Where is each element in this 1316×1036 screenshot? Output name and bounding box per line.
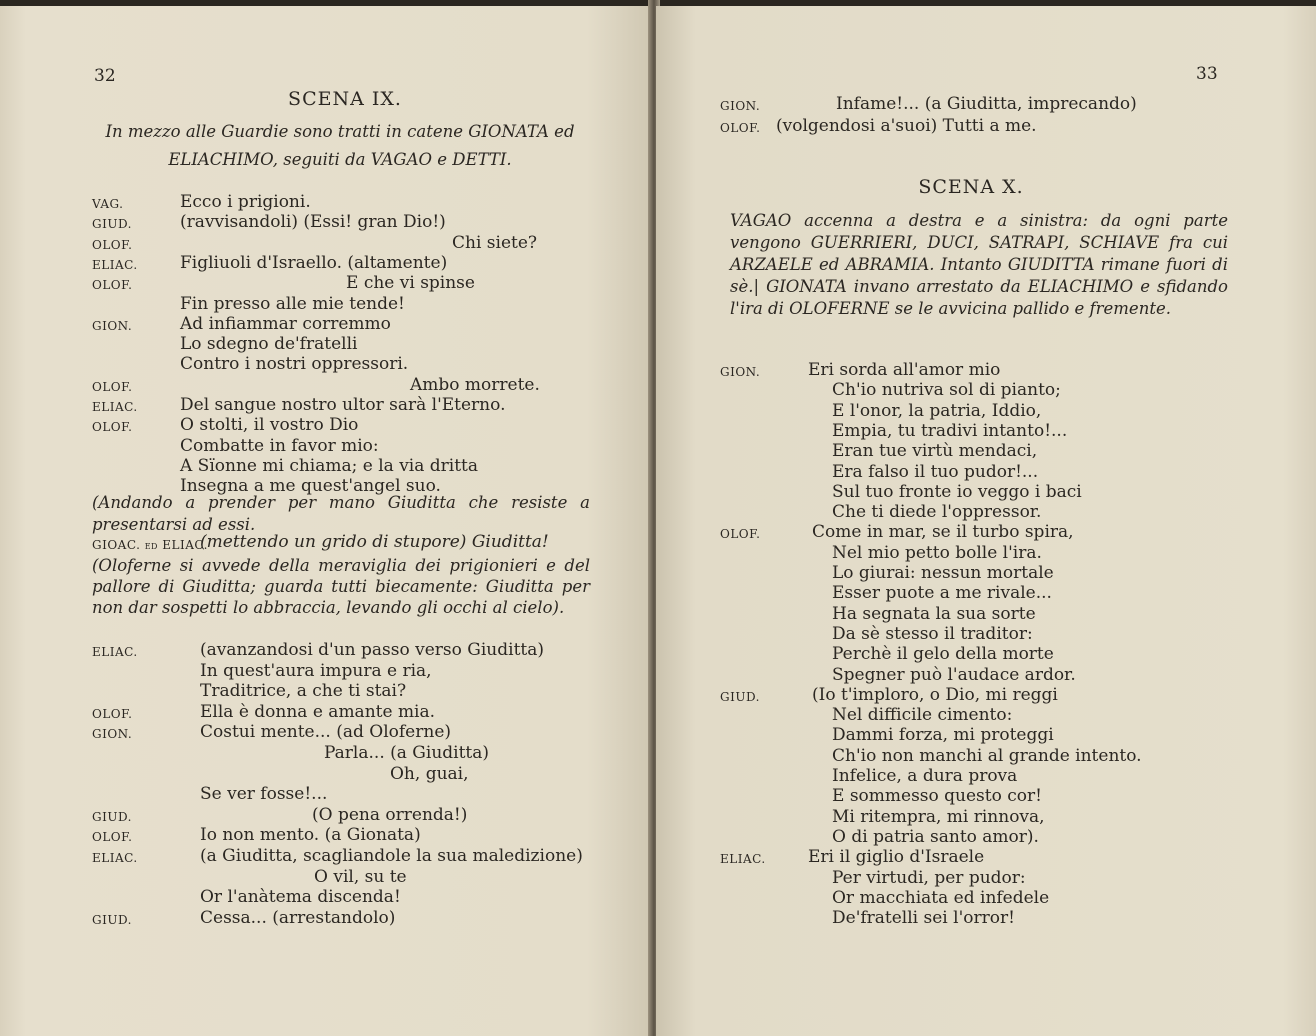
scene-title-left: SCENA IX.	[288, 88, 402, 110]
verse-line: Era falso il tuo pudor!...	[832, 461, 1039, 482]
verse-line: De'fratelli sei l'orror!	[832, 908, 1015, 929]
speaker-label: GIUD.	[92, 217, 132, 232]
stage-direction-3: (Oloferne si avvede della meraviglia dei prigionieri e del pallore di Giuditta; guarda tutti biecamente: Giuditta per non dar sospetti lo abbraccia, levando gli occhi al cielo).	[92, 556, 590, 617]
verse-line: Da sè stesso il traditor:	[832, 623, 1033, 644]
speaker-label: ELIAC.	[92, 851, 138, 865]
speaker-label: GION.	[720, 365, 761, 379]
verse-line: (O pena orrenda!)	[312, 804, 468, 825]
verse-line: E sommesso questo cor!	[832, 786, 1042, 807]
verse-line: In quest'aura impura e ria,	[200, 660, 432, 681]
verse-line: Contro i nostri oppressori.	[180, 354, 409, 375]
page-number-left: 32	[94, 66, 116, 86]
verse-line: Ambo morrete.	[410, 374, 540, 395]
speaker-label: OLOF.	[92, 379, 133, 394]
speaker-label: OLOF.	[720, 121, 761, 135]
verse-line: Che ti diede l'oppressor.	[832, 502, 1042, 523]
verse-line: Ch'io nutriva sol di pianto;	[832, 380, 1061, 401]
left-page	[0, 6, 652, 1036]
scene-title-right: SCENA X.	[918, 176, 1024, 198]
speaker-label: OLOF.	[92, 706, 133, 721]
verse-line: Infelice, a dura prova	[832, 766, 1018, 786]
verse-line: Ecco i prigioni.	[180, 192, 311, 212]
verse-line: Nel difficile cimento:	[832, 705, 1013, 726]
speaker-label: GIUD.	[92, 809, 132, 824]
verse-line: Parla... (a Giuditta)	[324, 743, 490, 763]
verse-line: Dammi forza, mi proteggi	[832, 725, 1054, 746]
verse-line: Ella è donna e amante mia.	[200, 701, 436, 722]
verse-line: Combatte in favor mio:	[180, 435, 379, 456]
stage-direction-2: (Andando a prender per mano Giuditta che resiste a presentarsi ad essi.	[92, 493, 590, 534]
verse-line: Come in mar, se il turbo spira,	[812, 522, 1074, 543]
verse-line: Infame!... (a Giuditta, imprecando)	[836, 94, 1137, 114]
verse-line: Traditrice, a che ti stai?	[200, 681, 407, 702]
verse-line: Fin presso alle mie tende!	[180, 293, 405, 314]
verse-line: Eran tue virtù mendaci,	[832, 441, 1038, 462]
verse-line: Spegner può l'audace ardor.	[832, 664, 1076, 685]
right-page	[656, 6, 1316, 1036]
verse-line: Eri il giglio d'Israele	[808, 847, 985, 868]
verse-line: (ravvisandoli) (Essi! gran Dio!)	[180, 212, 446, 233]
speaker-label: OLOF.	[92, 237, 133, 252]
stage-direction-right: VAGAO accenna a destra e a sinistra: da ogni parte vengono GUERRIERI, DUCI, SATRAPI, SCHIAVE fra cui ARZAELE ed ABRAMIA. Intanto GIUDITTA rimane fuori di sè.| GIONATA invano arrestato da ELIACHIMO e sfidando l'ira di OLOFERNE se le avvicina pallido e fremente.	[730, 211, 1228, 318]
speaker-label: ELIAC.	[92, 257, 138, 272]
verse-line: Eri sorda all'amor mio	[808, 360, 1001, 380]
verse-line: Ha segnata la sua sorte	[832, 603, 1036, 624]
speaker-label: GIUD.	[720, 689, 760, 704]
speaker-label: ELIAC.	[92, 400, 138, 414]
verse-line: Figliuoli d'Israello. (altamente)	[180, 252, 448, 273]
speaker-label: VAG.	[92, 197, 124, 211]
verse-line: (Io t'imploro, o Dio, mi reggi	[812, 684, 1058, 705]
verse-line: (a Giuditta, scagliandole la sua maledizione)	[200, 846, 583, 866]
verse-line: Or macchiata ed infedele	[832, 887, 1050, 908]
verse-line: Sul tuo fronte io veggo i baci	[832, 481, 1082, 502]
verse-line: Per virtudi, per pudor:	[832, 867, 1026, 888]
verse-line: Esser puote a me rivale...	[832, 583, 1052, 604]
speaker-label: ELIAC.	[720, 852, 766, 867]
speaker-gioac-eliac: GIOAC. ed ELIAC.	[92, 538, 208, 552]
speaker-label: GION.	[720, 99, 761, 113]
speaker-label: ELIAC.	[92, 645, 138, 659]
verse-line: Perchè il gelo della morte	[832, 644, 1054, 665]
page-number-right: 33	[1196, 64, 1218, 84]
verse-line: E l'onor, la patria, Iddio,	[832, 400, 1042, 421]
speaker-label: GIUD.	[92, 912, 132, 927]
speaker-label: OLOF.	[92, 830, 133, 845]
verse-line: Chi siete?	[452, 232, 538, 253]
verse-line: Ch'io non manchi al grande intento.	[832, 745, 1142, 766]
verse-line: O di patria santo amor).	[832, 826, 1039, 847]
verse-line: Del sangue nostro ultor sarà l'Eterno.	[180, 395, 506, 415]
verse-line: Io non mento. (a Gionata)	[200, 825, 421, 846]
verse-line: Ad infiammar corremmo	[180, 313, 391, 334]
verse-line: O vil, su te	[314, 866, 407, 887]
gioac-line: (mettendo un grido di stupore) Giuditta!	[200, 532, 549, 552]
verse-line: E che vi spinse	[346, 273, 475, 294]
verse-line: (volgendosi a'suoi) Tutti a me.	[776, 116, 1037, 136]
speaker-label: OLOF.	[92, 278, 133, 293]
speaker-label: GION.	[92, 727, 133, 742]
stage-direction-left: In mezzo alle Guardie sono tratti in catene GIONATA ed ELIACHIMO, seguiti da VAGAO e DETTI.	[105, 122, 575, 169]
verse-line: Empia, tu tradivi intanto!...	[832, 420, 1068, 441]
speaker-label: OLOF.	[92, 420, 133, 435]
verse-line: Cessa... (arrestandolo)	[200, 907, 396, 928]
verse-line: Nel mio petto bolle l'ira.	[832, 542, 1042, 563]
verse-line: A Sïonne mi chiama; e la via dritta	[180, 455, 479, 476]
verse-line: Lo sdegno de'fratelli	[180, 334, 358, 355]
verse-line: Insegna a me quest'angel suo.	[180, 476, 441, 497]
speaker-label: GION.	[92, 318, 133, 333]
verse-line: Se ver fosse!...	[200, 784, 328, 805]
verse-line: O stolti, il vostro Dio	[180, 415, 359, 436]
verse-line: Mi ritempra, mi rinnova,	[832, 806, 1045, 827]
verse-line: Oh, guai,	[390, 763, 469, 784]
verse-line: Costui mente... (ad Oloferne)	[200, 722, 452, 743]
verse-line: (avanzandosi d'un passo verso Giuditta)	[200, 640, 545, 660]
speaker-label: OLOF.	[720, 527, 761, 542]
verse-line: Or l'anàtema discenda!	[200, 887, 401, 908]
verse-line: Lo giurai: nessun mortale	[832, 563, 1054, 583]
